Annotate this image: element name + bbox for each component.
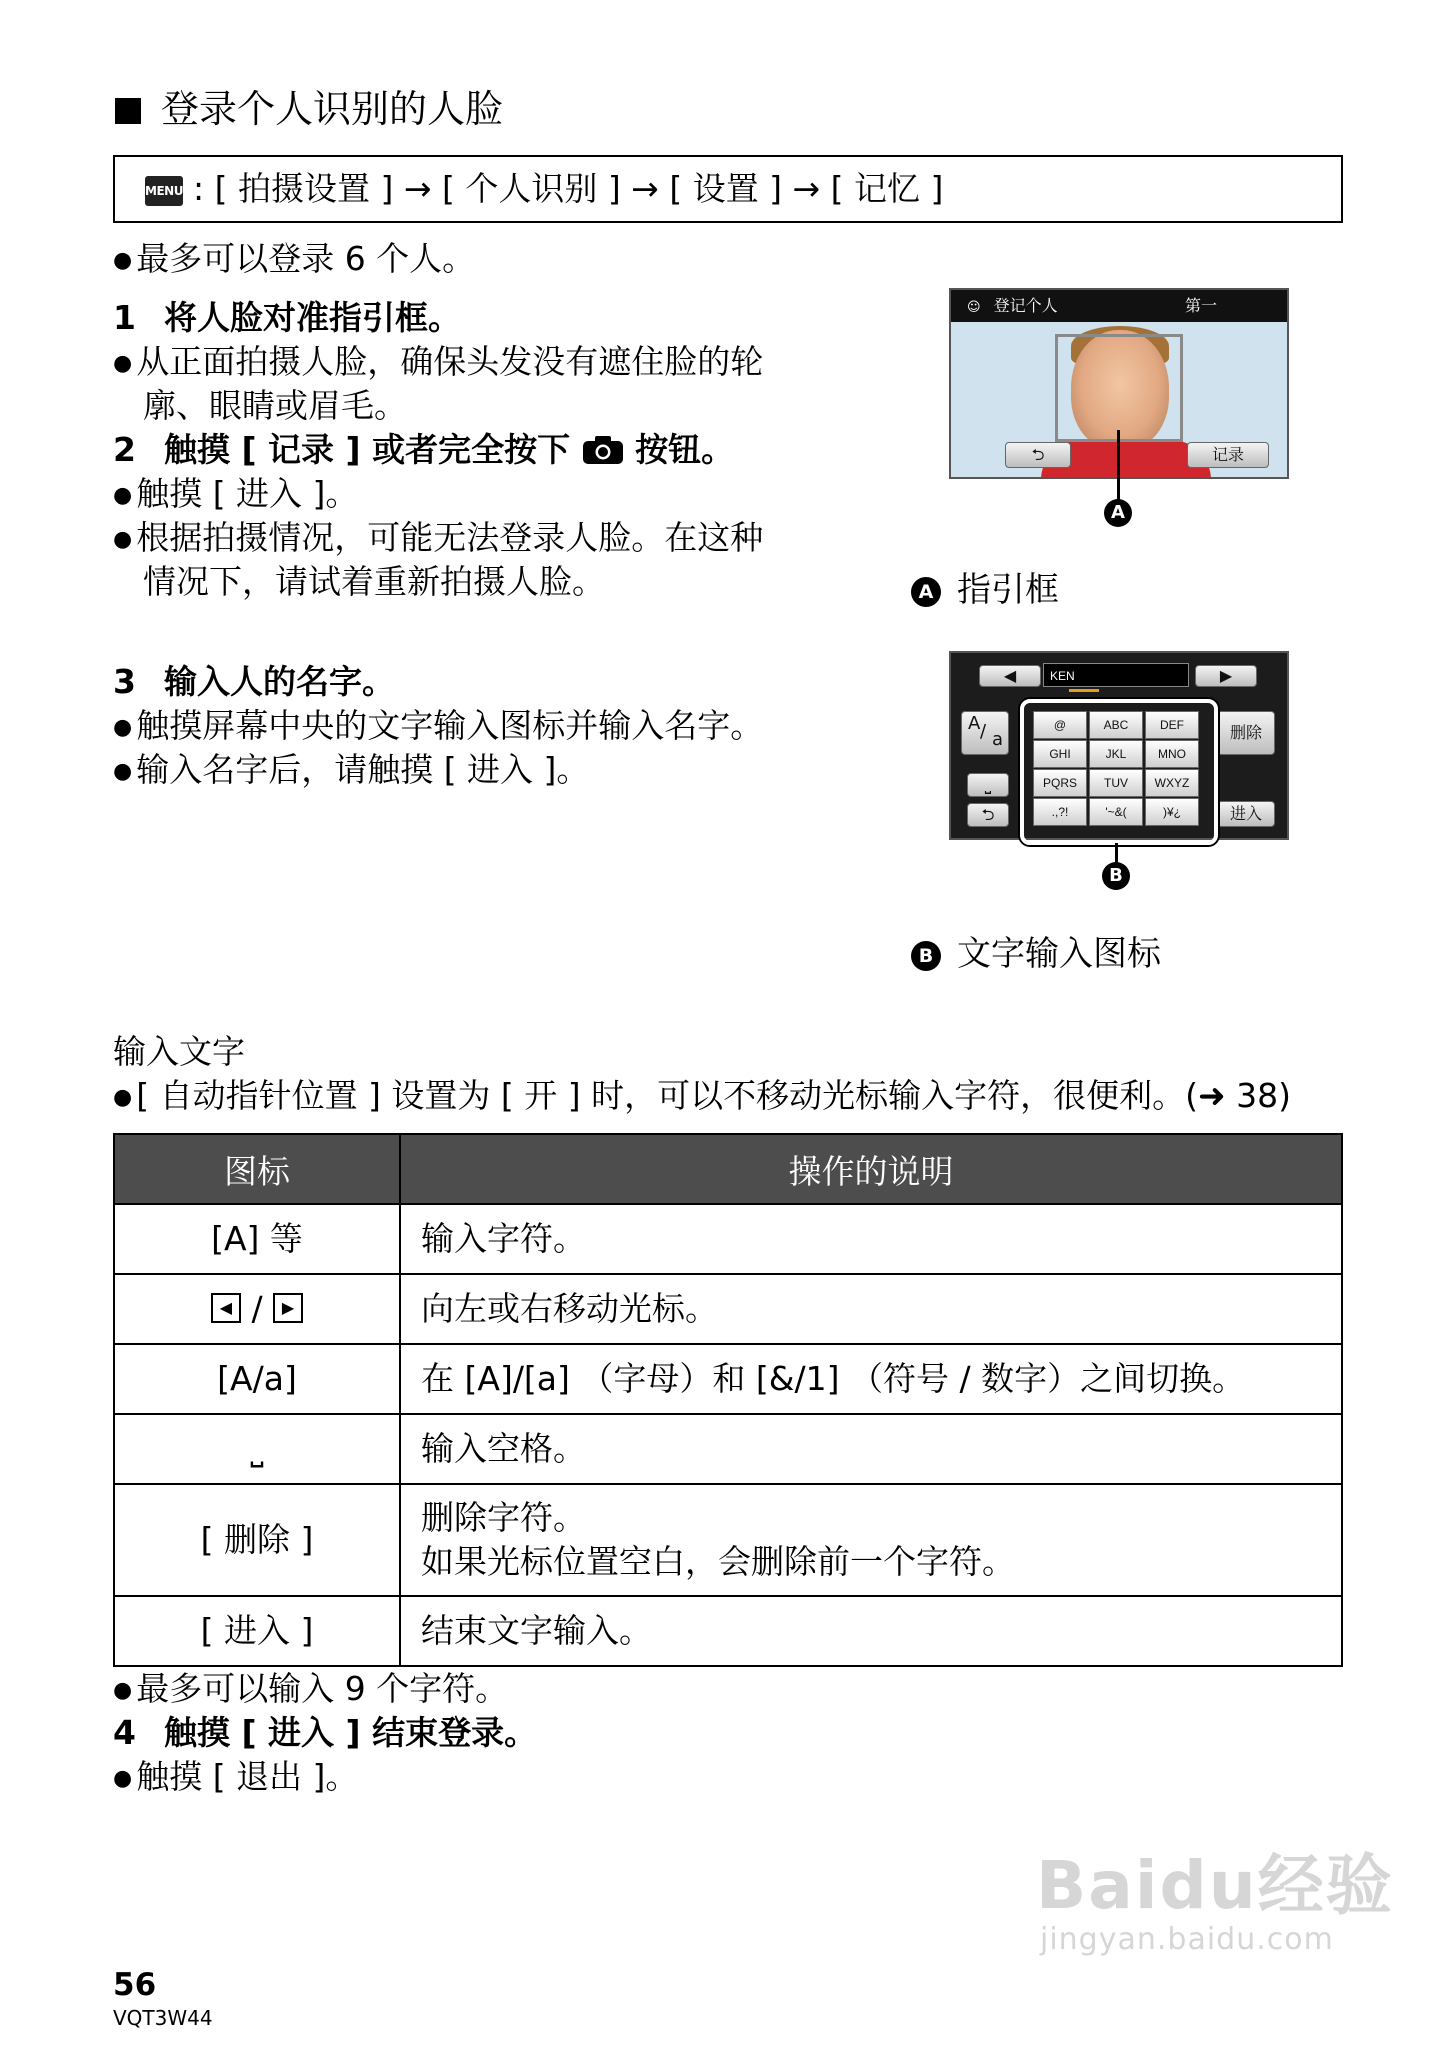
step-3 xyxy=(113,660,395,704)
caption-badge-b: B xyxy=(911,941,941,971)
delete-button[interactable]: 删除 xyxy=(1217,711,1275,755)
table-header-icon: 图标 xyxy=(114,1134,400,1204)
key-5[interactable]: JKL xyxy=(1089,740,1143,768)
text-input-frame xyxy=(1020,699,1218,845)
page-number: 56 xyxy=(113,1967,157,2003)
callout-badge-a: A xyxy=(1104,499,1132,527)
watermark-logo: Baidu经验 xyxy=(1036,1847,1394,1924)
callout-badge-b: B xyxy=(1102,862,1130,890)
record-button[interactable]: 记录 xyxy=(1187,442,1269,468)
table-row xyxy=(114,1596,1342,1666)
slash-icon: / xyxy=(980,721,987,742)
input-note: ● [ 自动指针位置 ] 设置为 [ 开 ] 时，可以不移动光标输入字符，很便利。(➜ 38) xyxy=(113,1074,1291,1123)
table-row xyxy=(114,1484,1342,1596)
cursor-right-button[interactable]: ▶ xyxy=(1195,665,1257,687)
table-cell-desc: 输入字符。 xyxy=(400,1204,1342,1274)
input-title: 输入文字 xyxy=(113,1032,245,1071)
key-6[interactable]: MNO xyxy=(1145,740,1199,768)
table-row xyxy=(114,1344,1342,1414)
camera-icon xyxy=(582,432,624,462)
bullet-max-people: ● 最多可以登录 6 个人。 xyxy=(113,237,475,286)
step-number: 1 xyxy=(113,298,136,337)
step-number: 3 xyxy=(113,662,136,701)
right-arrow-icon: ▶ xyxy=(273,1293,303,1323)
caption-b xyxy=(911,932,1161,976)
case-toggle-button[interactable]: A / a xyxy=(961,711,1009,755)
table-header-row xyxy=(114,1134,1342,1204)
table-cell-desc: 结束文字输入。 xyxy=(400,1596,1342,1666)
space-button[interactable]: ⎵ xyxy=(967,773,1009,797)
step-2-bullet-1: ● 触摸 [ 进入 ]。 xyxy=(113,472,358,521)
screen-topbar xyxy=(951,290,1287,322)
menu-path-box xyxy=(113,155,1343,223)
baidu-watermark xyxy=(1036,1847,1394,1958)
caption-text-b: 文字输入图标 xyxy=(957,934,1161,974)
cursor-indicator xyxy=(1069,689,1099,692)
key-12[interactable]: )¥¿ xyxy=(1145,798,1199,826)
name-input-value: KEN xyxy=(1050,669,1075,683)
step-1 xyxy=(113,296,461,340)
space-icon: ⎵ xyxy=(250,1429,264,1468)
guide-frame xyxy=(1055,334,1183,442)
table-row xyxy=(114,1414,1342,1484)
menu-path-text: : [ 拍摄设置 ] → [ 个人识别 ] → [ 设置 ] → [ 记忆 ] xyxy=(193,169,944,208)
enter-button[interactable]: 进入 xyxy=(1217,801,1275,827)
callout-line-b xyxy=(1115,843,1118,863)
back-button[interactable]: ⮌ xyxy=(967,803,1009,827)
table-cell-desc: 在 [A]/[a] （字母）和 [&/1] （符号 / 数字）之间切换。 xyxy=(400,1344,1342,1414)
step-text: 输入人的名字。 xyxy=(163,662,395,701)
caption-text-a: 指引框 xyxy=(957,570,1059,610)
step-number: 4 xyxy=(113,1713,136,1752)
face-icon: ☺ xyxy=(967,300,981,315)
table-cell-icon xyxy=(114,1414,400,1484)
key-10[interactable]: .,?! xyxy=(1033,798,1087,826)
table-cell-icon: ◀ / ▶ xyxy=(114,1274,400,1344)
table-cell-icon: [A/a] xyxy=(114,1344,400,1414)
step-4-bullet: ● 触摸 [ 退出 ]。 xyxy=(113,1755,358,1804)
key-7[interactable]: PQRS xyxy=(1033,769,1087,797)
key-8[interactable]: TUV xyxy=(1089,769,1143,797)
step-1-bullet: ● 从正面拍摄人脸，确保头发没有遮住脸的轮 xyxy=(113,340,763,389)
step-2-bullet-2-cont: 情况下，请试着重新拍摄人脸。 xyxy=(143,562,605,601)
table-cell-desc: 向左或右移动光标。 xyxy=(400,1274,1342,1344)
name-input-field[interactable] xyxy=(1043,663,1189,687)
step-text-end: 按钮。 xyxy=(635,430,735,469)
step-text: 触摸 [ 记录 ] 或者完全按下 xyxy=(163,430,571,469)
key-1[interactable]: @ xyxy=(1033,711,1087,739)
table-cell-icon: [ 进入 ] xyxy=(114,1596,400,1666)
screen-title: 登记个人 xyxy=(993,296,1058,315)
screen-order: 第一 xyxy=(1185,296,1218,315)
table-cell-desc: 删除字符。 如果光标位置空白，会删除前一个字符。 xyxy=(400,1484,1342,1596)
left-arrow-icon: ◀ xyxy=(211,1293,241,1323)
key-2[interactable]: ABC xyxy=(1089,711,1143,739)
table-cell-icon: [A] 等 xyxy=(114,1204,400,1274)
step-text: 将人脸对准指引框。 xyxy=(163,298,461,337)
watermark-url: jingyan.baidu.com xyxy=(1040,1922,1334,1957)
document-code: VQT3W44 xyxy=(113,2006,213,2030)
key-3[interactable]: DEF xyxy=(1145,711,1199,739)
caption-badge-a: A xyxy=(911,577,941,607)
bullet-max-chars: ● 最多可以输入 9 个字符。 xyxy=(113,1667,508,1716)
key-9[interactable]: WXYZ xyxy=(1145,769,1199,797)
key-4[interactable]: GHI xyxy=(1033,740,1087,768)
step-3-bullet-2: ● 输入名字后，请触摸 [ 进入 ]。 xyxy=(113,748,589,797)
square-bullet-icon xyxy=(115,98,141,124)
table-row xyxy=(114,1204,1342,1274)
step-2-bullet-2: ● 根据拍摄情况，可能无法登录人脸。在这种 xyxy=(113,516,763,565)
section-heading: 登录个人识别的人脸 xyxy=(115,85,503,133)
step-text: 触摸 [ 进入 ] 结束登录。 xyxy=(163,1713,538,1752)
step-4 xyxy=(113,1711,537,1755)
caption-a xyxy=(911,568,1059,612)
operations-table xyxy=(113,1133,1343,1667)
table-cell-icon: [ 删除 ] xyxy=(114,1484,400,1596)
table-row xyxy=(114,1274,1342,1344)
back-button[interactable]: ⮌ xyxy=(1005,442,1071,468)
callout-line-a xyxy=(1117,430,1120,500)
key-11[interactable]: '~&( xyxy=(1089,798,1143,826)
step-2 xyxy=(113,428,734,472)
step-1-bullet-cont: 廓、眼睛或眉毛。 xyxy=(143,386,407,425)
step-3-bullet-1: ● 触摸屏幕中央的文字输入图标并输入名字。 xyxy=(113,704,763,753)
table-header-desc: 操作的说明 xyxy=(400,1134,1342,1204)
cursor-left-button[interactable]: ◀ xyxy=(979,665,1041,687)
table-cell-desc: 输入空格。 xyxy=(400,1414,1342,1484)
menu-icon: MENU xyxy=(145,176,183,206)
step-number: 2 xyxy=(113,430,136,469)
